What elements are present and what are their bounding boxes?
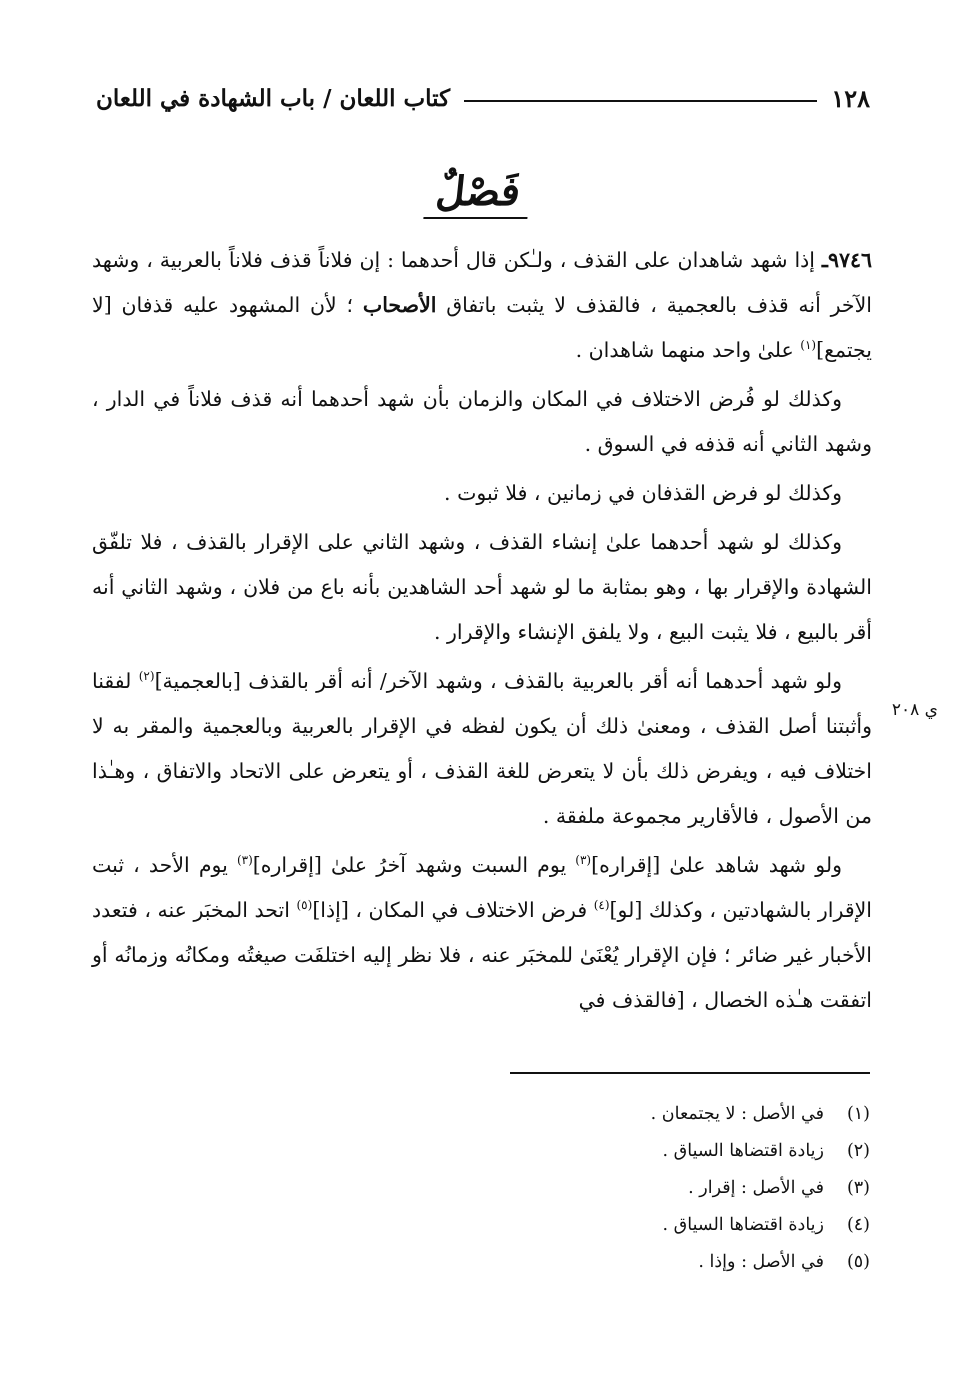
paragraph-text: ؛ لأن المشهود عليه قذفان [لا يجتمع] — [92, 293, 872, 362]
paragraph-text: ولو شهد شاهد علىٰ [إقراره] — [591, 853, 842, 877]
paragraph-text: لفقنا وأثبتنا أصل القذف ، ومعنىٰ ذلك أن يكون لفظه في الإقرار بالعربية وبالعجمية والمقر به لا اختلاف فيه ، ويفرض ذلك بأن لا يتعرض للغة القذف ، أو يتعرض على الاتحاد والاتفاق ، وهـٰذا من الأصول ، فالأقارير مجموعة ملفقة . — [92, 669, 872, 828]
footnote-marker: (٥) — [846, 1252, 870, 1272]
paragraph-text: علىٰ واحد منهما شاهدان . — [575, 338, 794, 362]
footnote-text: في الأصل : وإذا . — [698, 1252, 824, 1272]
footnote — [470, 1170, 870, 1207]
section-heading-word: فَصْلٌ — [423, 168, 532, 219]
footnote — [470, 1207, 870, 1244]
footnote-ref[interactable]: (٥) — [296, 898, 313, 913]
footnote — [470, 1244, 870, 1281]
paragraph-text: اتحد المخبَر عنه ، فتعدد الأخبار غير ضائر ؛ فإن الإقرار يُعْنَىٰ للمخبَر عنه ، فلا نظر إليه اختلفَت صيغتُه ومكانُه وزمانُه أو اتفقت هـٰذه الخصال ، [فالقذف في — [92, 898, 872, 1012]
running-header — [96, 78, 870, 118]
footnote-marker: (٣) — [846, 1178, 870, 1198]
margin-note: ي ٢٠٨ — [891, 700, 938, 720]
bold-term: الأصحاب — [362, 293, 437, 317]
footnote-text: في الأصل : إقرار . — [688, 1178, 824, 1198]
footnote-text: زيادة اقتضاها السياق . — [662, 1141, 824, 1161]
paragraph — [92, 238, 872, 373]
paragraph-text: وكذلك لو شهد أحدهما علىٰ إنشاء القذف ، وشهد الثاني على الإقرار بالقذف ، فلا تلفّق الشهادة والإقرار بها ، وهو بمثابة ما لو شهد أحد الشاهدين بأنه باع من فلان ، وشهد الثاني أنه أقر بالبيع ، فلا يثبت البيع ، ولا يلفق الإنشاء والإقرار . — [92, 530, 872, 644]
footnote-marker: (٤) — [846, 1215, 870, 1235]
footnote-text: زيادة اقتضاها السياق . — [662, 1215, 824, 1235]
footnotes — [470, 1096, 870, 1281]
paragraph-text: وكذلك لو فرض القذفان في زمانين ، فلا ثبوت . — [444, 481, 842, 505]
page-number: ١٢٨ — [831, 83, 870, 113]
running-title: كتاب اللعان / باب الشهادة في اللعان — [96, 84, 451, 112]
paragraph-text: يوم السبت وشهد آخرُ علىٰ [إقراره] — [252, 853, 567, 877]
paragraph-text: وكذلك لو فُرض الاختلاف في المكان والزمان بأن شهد أحدهما أنه قذف فلاناً في الدار ، وشهد الثاني أنه قذفه في السوق . — [92, 387, 872, 456]
footnote-ref[interactable]: (٣) — [236, 853, 253, 868]
paragraph — [92, 843, 872, 1023]
paragraph — [92, 520, 872, 655]
footnote-separator — [510, 1072, 870, 1074]
footnote-text: في الأصل : لا يجتمعان . — [650, 1104, 824, 1124]
paragraph-text: يوم الأحد ، ثبت الإقرار بالشهادتين ، وكذلك [لو] — [92, 853, 873, 922]
paragraph — [92, 471, 872, 516]
paragraph — [92, 659, 872, 839]
footnote — [470, 1096, 870, 1133]
main-text — [92, 238, 872, 1027]
header-rule — [464, 100, 817, 102]
paragraph-text: فرض الاختلاف في المكان ، [إذا] — [312, 898, 588, 922]
paragraph — [92, 377, 872, 467]
footnote-ref[interactable]: (٢) — [138, 669, 155, 684]
section-heading — [0, 168, 956, 219]
paragraph-text: إذا شهد شاهدان على القذف ، ولـٰكن قال أحدهما : إن فلاناً قذف فلاناً بالعربية ، وشهد الآخر أنه قذف بالعجمية ، فالقذف لا يثبت باتفاق — [92, 248, 872, 317]
footnote — [470, 1133, 870, 1170]
paragraph-number: ٩٧٤٦ـ — [821, 248, 872, 272]
footnote-marker: (١) — [846, 1104, 870, 1124]
footnote-ref[interactable]: (١) — [800, 338, 817, 353]
footnote-ref[interactable]: (٤) — [593, 898, 610, 913]
footnote-ref[interactable]: (٣) — [575, 853, 592, 868]
footnote-marker: (٢) — [846, 1141, 870, 1161]
paragraph-text: ولو شهد أحدهما أنه أقر بالعربية بالقذف ، وشهد الآخر/ أنه أقر بالقذف [بالعجمية] — [154, 669, 842, 693]
